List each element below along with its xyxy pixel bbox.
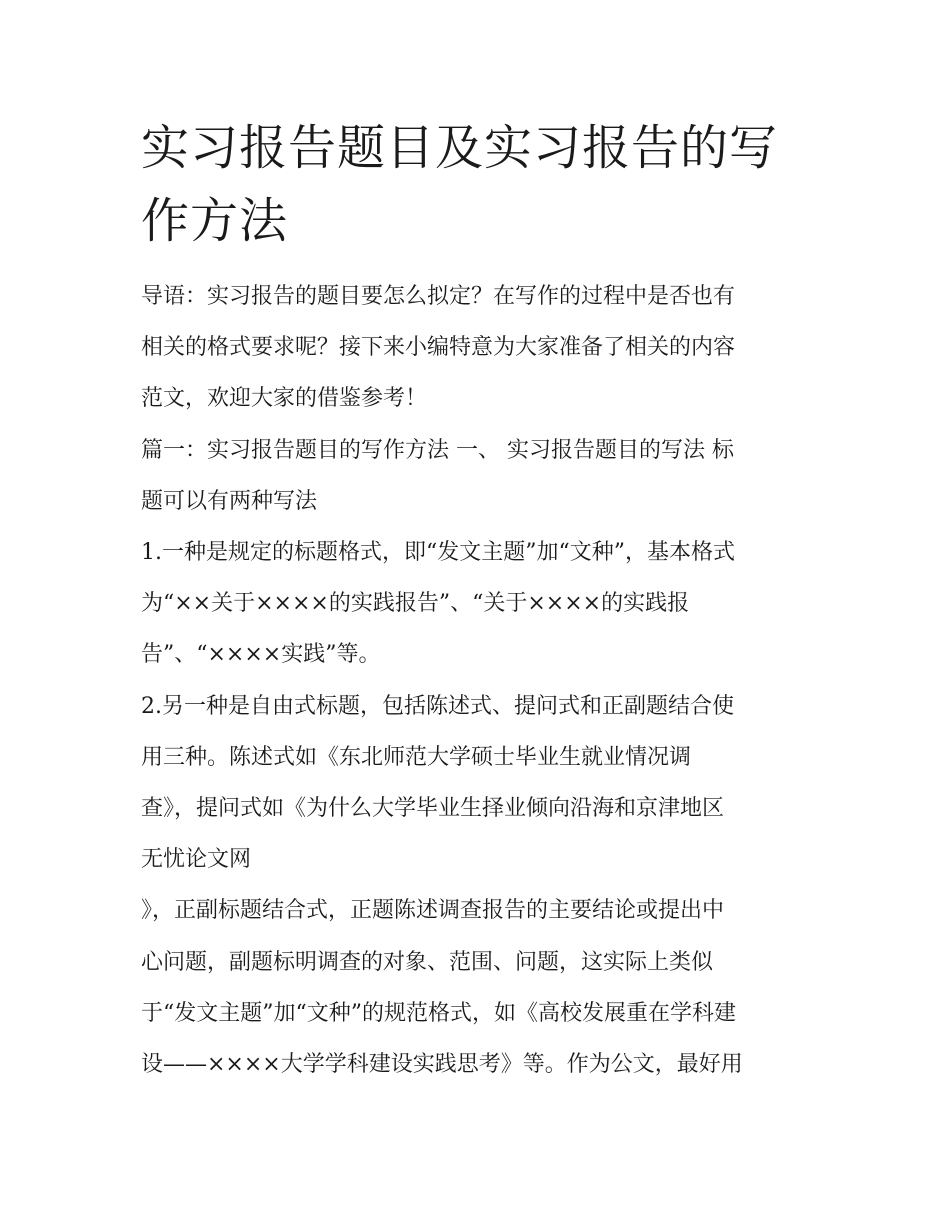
body-line: 范文，欢迎大家的借鉴参考！	[141, 386, 428, 412]
body-line: 无忧论文网	[141, 847, 252, 873]
document-page	[141, 112, 821, 1090]
body-line: 2.另一种是自由式标题，包括陈述式、提问式和正副题结合使	[141, 693, 734, 719]
body-line: 于“发文主题”加“文种”的规范格式，如《高校发展重在学科建	[141, 1000, 736, 1026]
body-line: 设——××××大学学科建设实践思考》等。作为公文，最好用	[141, 1052, 743, 1078]
document-title: 实习报告题目及实习报告的写 作方法	[141, 120, 779, 249]
body-line: 1.一种是规定的标题格式，即“发文主题”加“文种”，基本格式	[141, 540, 735, 566]
body-line: 相关的格式要求呢？接下来小编特意为大家准备了相关的内容	[141, 335, 736, 361]
body-line: 》，正副标题结合式，正题陈述调查报告的主要结论或提出中	[141, 898, 725, 924]
body-line: 为“××关于××××的实践报告”、“关于××××的实践报	[141, 591, 690, 617]
body-line: 告”、“××××实践”等。	[141, 642, 381, 668]
document-body	[141, 271, 821, 1090]
body-line: 查》，提问式如《为什么大学毕业生择业倾向沿海和京津地区	[141, 796, 725, 822]
body-line: 题可以有两种写法	[141, 488, 318, 514]
body-line: 心问题，副题标明调查的对象、范围、问题，这实际上类似	[141, 949, 714, 975]
body-line: 用三种。陈述式如《东北师范大学硕士毕业生就业情况调	[141, 744, 692, 770]
body-line: 导语：实习报告的题目要怎么拟定？在写作的过程中是否也有	[141, 284, 736, 309]
body-line: 篇一：实习报告题目的写作方法 一、 实习报告题目的写法 标	[141, 437, 734, 463]
